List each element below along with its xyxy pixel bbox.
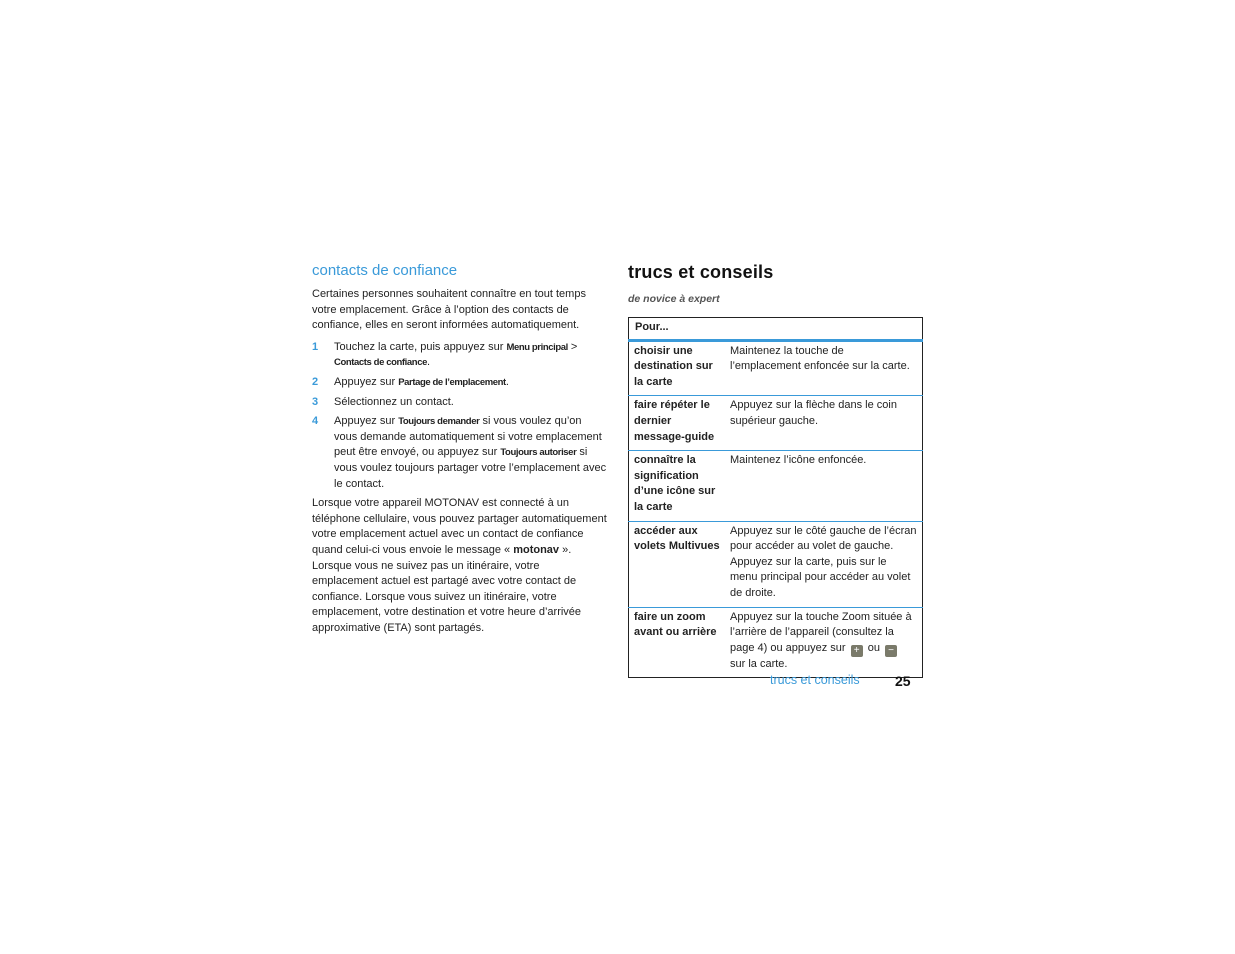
step-item (312, 340, 607, 371)
menu-term: Menu principal (506, 341, 568, 353)
desc-text: Appuyez sur la touche Zoom située à l’arrière de l’appareil (consultez la page 4) ou appuyez sur (730, 610, 912, 654)
step-text: . (505, 375, 509, 388)
description-cell: Maintenez la touche de l’emplacement enfoncée sur la carte. (725, 340, 923, 396)
description-cell: Maintenez l’icône enfoncée. (725, 451, 923, 521)
step-number: 4 (312, 415, 319, 428)
desc-text: ou (867, 641, 880, 654)
desc-text: sur la carte. (730, 657, 788, 670)
step-text: Appuyez sur (334, 415, 399, 428)
zoom-out-icon: − (885, 645, 897, 657)
step-text: Appuyez sur (334, 375, 399, 388)
table-row (629, 607, 923, 678)
step-text: > (567, 340, 578, 353)
description-cell: Appuyez sur le côté gauche de l’écran pour accéder au volet de gauche. Appuyez sur la carte, puis sur le menu principal pour accéder au volet de droite. (725, 521, 923, 607)
intro-paragraph: Certaines personnes souhaitent connaître en tout temps votre emplacement. Grâce à l’option des contacts de confiance, elles en seront informées automatiquement. (312, 288, 586, 332)
page-footer (770, 673, 911, 689)
step-text: Sélectionnez un contact. (334, 395, 454, 408)
step-number: 3 (312, 395, 319, 408)
para-text: ». Lorsque vous ne suivez pas un itinéraire, votre emplacement actuel est partagé avec votre contact de confiance. Lorsque vous suivez un itinéraire, votre emplacement, votre destination et votre heure d’arrivée approximative (ETA) sont partagés. (312, 543, 582, 634)
page-title: trucs et conseils (628, 262, 774, 282)
table-row (629, 451, 923, 521)
motonav-paragraph (312, 496, 607, 636)
step-text: si vous voulez qu’on vous demande automatiquement si votre emplacement peut être envoyé, ou appuyez sur (334, 415, 602, 459)
left-column (312, 262, 607, 642)
table-row (629, 340, 923, 396)
step-number: 2 (312, 375, 319, 388)
action-cell: faire répéter le dernier message-guide (629, 396, 726, 451)
action-cell: faire un zoom avant ou arrière (629, 607, 726, 678)
step-text: . (426, 356, 431, 369)
step-item (312, 375, 607, 391)
description-cell (725, 607, 923, 678)
page-subtitle: de novice à expert (628, 293, 720, 305)
description-cell: Appuyez sur la flèche dans le coin supérieur gauche. (725, 396, 923, 451)
step-text: Touchez la carte, puis appuyez sur (334, 340, 507, 353)
tips-table (628, 317, 923, 678)
step-item (312, 414, 607, 492)
menu-term: Toujours autoriser (500, 447, 577, 459)
step-text: si vous voulez toujours partager votre l’emplacement avec le contact. (334, 446, 607, 490)
menu-term: Contacts de confiance (334, 357, 427, 369)
action-cell: connaître la signification d’une icône sur la carte (629, 451, 726, 521)
menu-term: Partage de l’emplacement (398, 376, 506, 388)
para-text: Lorsque votre appareil MOTONAV est connecté à un téléphone cellulaire, vous pouvez partager automatiquement votre emplacement actuel avec un contact de confiance quand celui-ci vous envoie le message « (312, 497, 607, 556)
steps-list (312, 340, 607, 492)
footer-section-label: trucs et conseils (770, 673, 860, 687)
zoom-in-icon: + (851, 645, 863, 657)
table-row (629, 521, 923, 607)
action-cell: choisir une destination sur la carte (629, 340, 726, 396)
menu-term: Toujours demander (398, 416, 480, 428)
step-item (312, 395, 607, 411)
action-cell: accéder aux volets Multivues (629, 521, 726, 607)
table-row (629, 396, 923, 451)
table-header: Pour... (629, 318, 923, 341)
step-number: 1 (312, 340, 319, 353)
right-column (628, 262, 923, 678)
section-heading: contacts de confiance (312, 262, 458, 279)
para-bold-text: motonav (513, 543, 560, 556)
page-number: 25 (895, 673, 911, 689)
